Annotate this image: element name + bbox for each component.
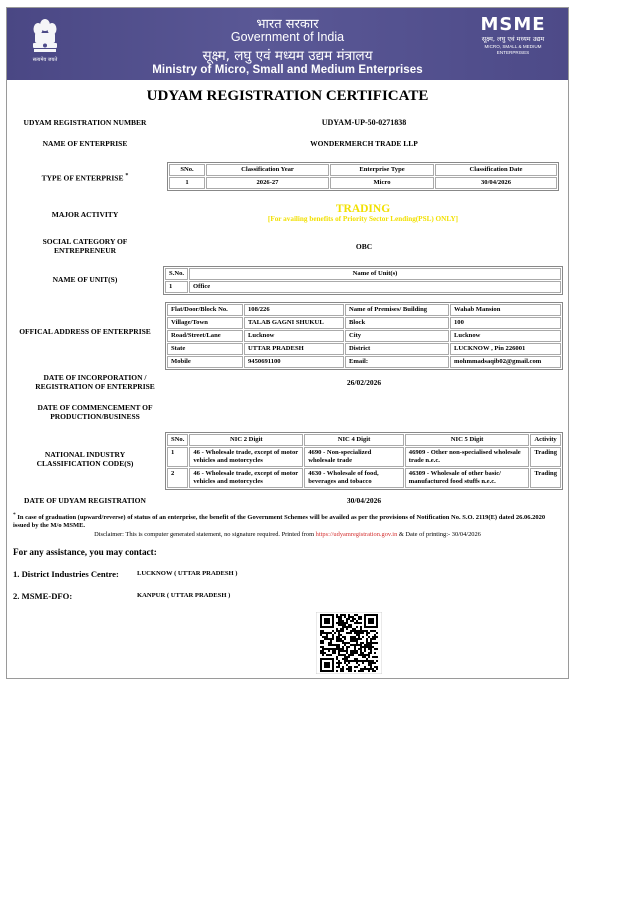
disclaimer-text: Disclaimer: This is computer generated statement, no signature required. Printed from	[94, 531, 316, 538]
incorporation-date-label-line: REGISTRATION OF ENTERPRISE	[35, 382, 155, 391]
table-header-cell: SNo.	[169, 164, 205, 176]
table-cell: 108/226	[244, 304, 344, 316]
disclaimer-printing-date: & Date of printing:- 30/04/2026	[397, 531, 481, 538]
table-cell: Email:	[345, 356, 449, 368]
major-activity-word: TRADING	[335, 203, 391, 215]
table-cell: 46909 - Other non-specialised wholesale trade n.e.c.	[405, 447, 530, 467]
msme-logo-english: MICRO, SMALL & MEDIUM ENTERPRISES	[484, 44, 542, 55]
table-cell: 1	[167, 447, 188, 467]
table-row	[167, 356, 561, 368]
table-header-cell: SNo.	[167, 434, 188, 446]
header-banner	[7, 8, 568, 80]
msme-logo-word: MSME	[480, 14, 546, 35]
enterprise-name-value: WONDERMERCH TRADE LLP	[310, 139, 418, 148]
registration-number-label: UDYAM REGISTRATION NUMBER	[23, 118, 147, 127]
social-category-label-line: ENTREPRENEUR	[53, 246, 117, 255]
table-cell: TALAB GAGNI SHUKUL	[244, 317, 344, 329]
table-row	[167, 304, 561, 316]
udyam-registration-date-value: 30/04/2026	[346, 496, 382, 505]
enterprise-type-label-text: TYPE OF ENTERPRISE	[41, 173, 124, 183]
table-header-cell: Classification Date	[435, 164, 557, 176]
emblem-caption: सत्यमेव जयते	[32, 57, 58, 63]
table-header-cell: Activity	[530, 434, 561, 446]
unit-names-table	[163, 266, 563, 295]
table-cell: State	[167, 343, 243, 355]
msme-dfo-label: 2. MSME-DFO:	[13, 591, 73, 601]
udyam-registration-link[interactable]: https://udyamregistration.gov.in	[315, 531, 398, 538]
enterprise-type-asterisk: *	[125, 173, 129, 179]
table-cell: 1	[165, 281, 188, 293]
table-cell: 4690 - Non-specialized wholesale trade	[304, 447, 404, 467]
dic-value: LUCKNOW ( UTTAR PRADESH )	[137, 570, 238, 577]
commencement-date-label	[13, 403, 177, 421]
assistance-heading: For any assistance, you may contact:	[13, 547, 157, 557]
footnote-text: In case of graduation (upward/reverse) of status of an enterprise, the benefit of the Government Schemes will be availed as per the provisions of Notification No. S.O. 2119(E) dated 26.06.2020 issued by the M/o MSME.	[13, 514, 546, 530]
classification-table	[167, 162, 559, 191]
major-activity-note: [For availing benefits of Priority Sector Lending(PSL) ONLY]	[267, 215, 459, 223]
dic-label: 1. District Industries Centre:	[13, 569, 119, 579]
qr-code-icon	[316, 612, 382, 674]
table-header-row	[167, 434, 561, 446]
table-cell: 46309 - Wholesale of other basic/ manufactured food stuffs n.e.c.	[405, 468, 530, 488]
social-category-label-line: SOCIAL CATEGORY OF	[42, 237, 128, 246]
table-header-row	[169, 164, 557, 176]
table-cell: Trading	[530, 468, 561, 488]
table-cell: Lucknow	[244, 330, 344, 342]
table-cell: 100	[450, 317, 561, 329]
banner-ministry-name: Ministry of Micro, Small and Medium Enterprises	[152, 64, 423, 76]
table-row	[167, 330, 561, 342]
table-cell: UTTAR PRADESH	[244, 343, 344, 355]
table-row	[167, 343, 561, 355]
table-header-cell: Name of Unit(s)	[189, 268, 561, 280]
table-header-cell: NIC 5 Digit	[405, 434, 530, 446]
table-header-cell: Classification Year	[206, 164, 329, 176]
table-cell: Wahab Mansion	[450, 304, 561, 316]
graduation-footnote	[13, 511, 563, 530]
address-table	[165, 302, 563, 370]
msme-logo-icon	[469, 16, 557, 64]
table-header-cell: Enterprise Type	[330, 164, 434, 176]
table-cell: Micro	[330, 177, 434, 189]
nic-codes-label	[13, 450, 157, 468]
nic-codes-label-line: NATIONAL INDUSTRY	[44, 450, 126, 459]
official-address-label: OFFICAL ADDRESS OF ENTERPRISE	[19, 327, 151, 336]
commencement-date-label-line: DATE OF COMMENCEMENT OF	[37, 403, 153, 412]
incorporation-date-label	[13, 373, 177, 391]
commencement-date-label-line: PRODUCTION/BUSINESS	[50, 412, 140, 421]
table-cell: Name of Premises/ Building	[345, 304, 449, 316]
registration-number-value: UDYAM-UP-50-0271838	[321, 118, 407, 127]
table-header-row	[165, 268, 561, 280]
table-cell: Trading	[530, 447, 561, 467]
table-cell: Block	[345, 317, 449, 329]
table-cell: Road/Street/Lane	[167, 330, 243, 342]
social-category-value: OBC	[355, 242, 373, 251]
table-row	[167, 317, 561, 329]
table-cell: District	[345, 343, 449, 355]
nic-codes-table	[165, 432, 563, 490]
udyam-registration-date-label: DATE OF UDYAM REGISTRATION	[24, 496, 146, 505]
table-cell: 46 - Wholesale trade, except of motor vehicles and motorcycles	[189, 447, 303, 467]
table-row	[165, 281, 561, 293]
table-cell: Mobile	[167, 356, 243, 368]
msme-dfo-value: KANPUR ( UTTAR PRADESH )	[137, 592, 231, 599]
table-row	[167, 447, 561, 467]
table-row	[167, 468, 561, 488]
table-cell: 30/04/2026	[435, 177, 557, 189]
msme-logo-hindi: सूक्ष्म, लघु एवं मध्यम उद्यम	[481, 35, 545, 43]
banner-hindi-gov: भारत सरकार	[256, 17, 319, 32]
table-cell: Office	[189, 281, 561, 293]
nic-codes-label-line: CLASSIFICATION CODE(S)	[36, 459, 134, 468]
table-cell: 9450691100	[244, 356, 344, 368]
enterprise-type-label	[13, 172, 157, 183]
social-category-label	[13, 237, 157, 255]
table-row	[169, 177, 557, 189]
major-activity-value	[200, 203, 526, 224]
table-cell: mohmmadsaqib02@gmail.com	[450, 356, 561, 368]
disclaimer	[7, 531, 568, 538]
table-cell: Flat/Door/Block No.	[167, 304, 243, 316]
incorporation-date-value: 26/02/2026	[346, 378, 382, 387]
banner-government-of-india: Government of India	[230, 30, 345, 44]
certificate-title: UDYAM REGISTRATION CERTIFICATE	[146, 88, 429, 104]
table-cell: 4630 - Wholesale of food, beverages and tobacco	[304, 468, 404, 488]
table-cell: Village/Town	[167, 317, 243, 329]
table-cell: 2	[167, 468, 188, 488]
table-header-cell: S.No.	[165, 268, 188, 280]
incorporation-date-label-line: DATE OF INCORPORATION /	[43, 373, 147, 382]
unit-names-label: NAME OF UNIT(S)	[52, 275, 118, 284]
table-cell: 46 - Wholesale trade, except of motor vehicles and motorcycles	[189, 468, 303, 488]
enterprise-name-label: NAME OF ENTERPRISE	[42, 139, 128, 148]
banner-hindi-ministry: सूक्ष्म, लघु एवं मध्यम उद्यम मंत्रालय	[202, 48, 373, 64]
table-cell: Lucknow	[450, 330, 561, 342]
table-cell: LUCKNOW , Pin 226001	[450, 343, 561, 355]
table-cell: 1	[169, 177, 205, 189]
table-header-cell: NIC 2 Digit	[189, 434, 303, 446]
table-cell: 2026-27	[206, 177, 329, 189]
table-header-cell: NIC 4 Digit	[304, 434, 404, 446]
major-activity-label: MAJOR ACTIVITY	[51, 210, 119, 219]
footnote-asterisk: *	[13, 512, 16, 518]
table-cell: City	[345, 330, 449, 342]
